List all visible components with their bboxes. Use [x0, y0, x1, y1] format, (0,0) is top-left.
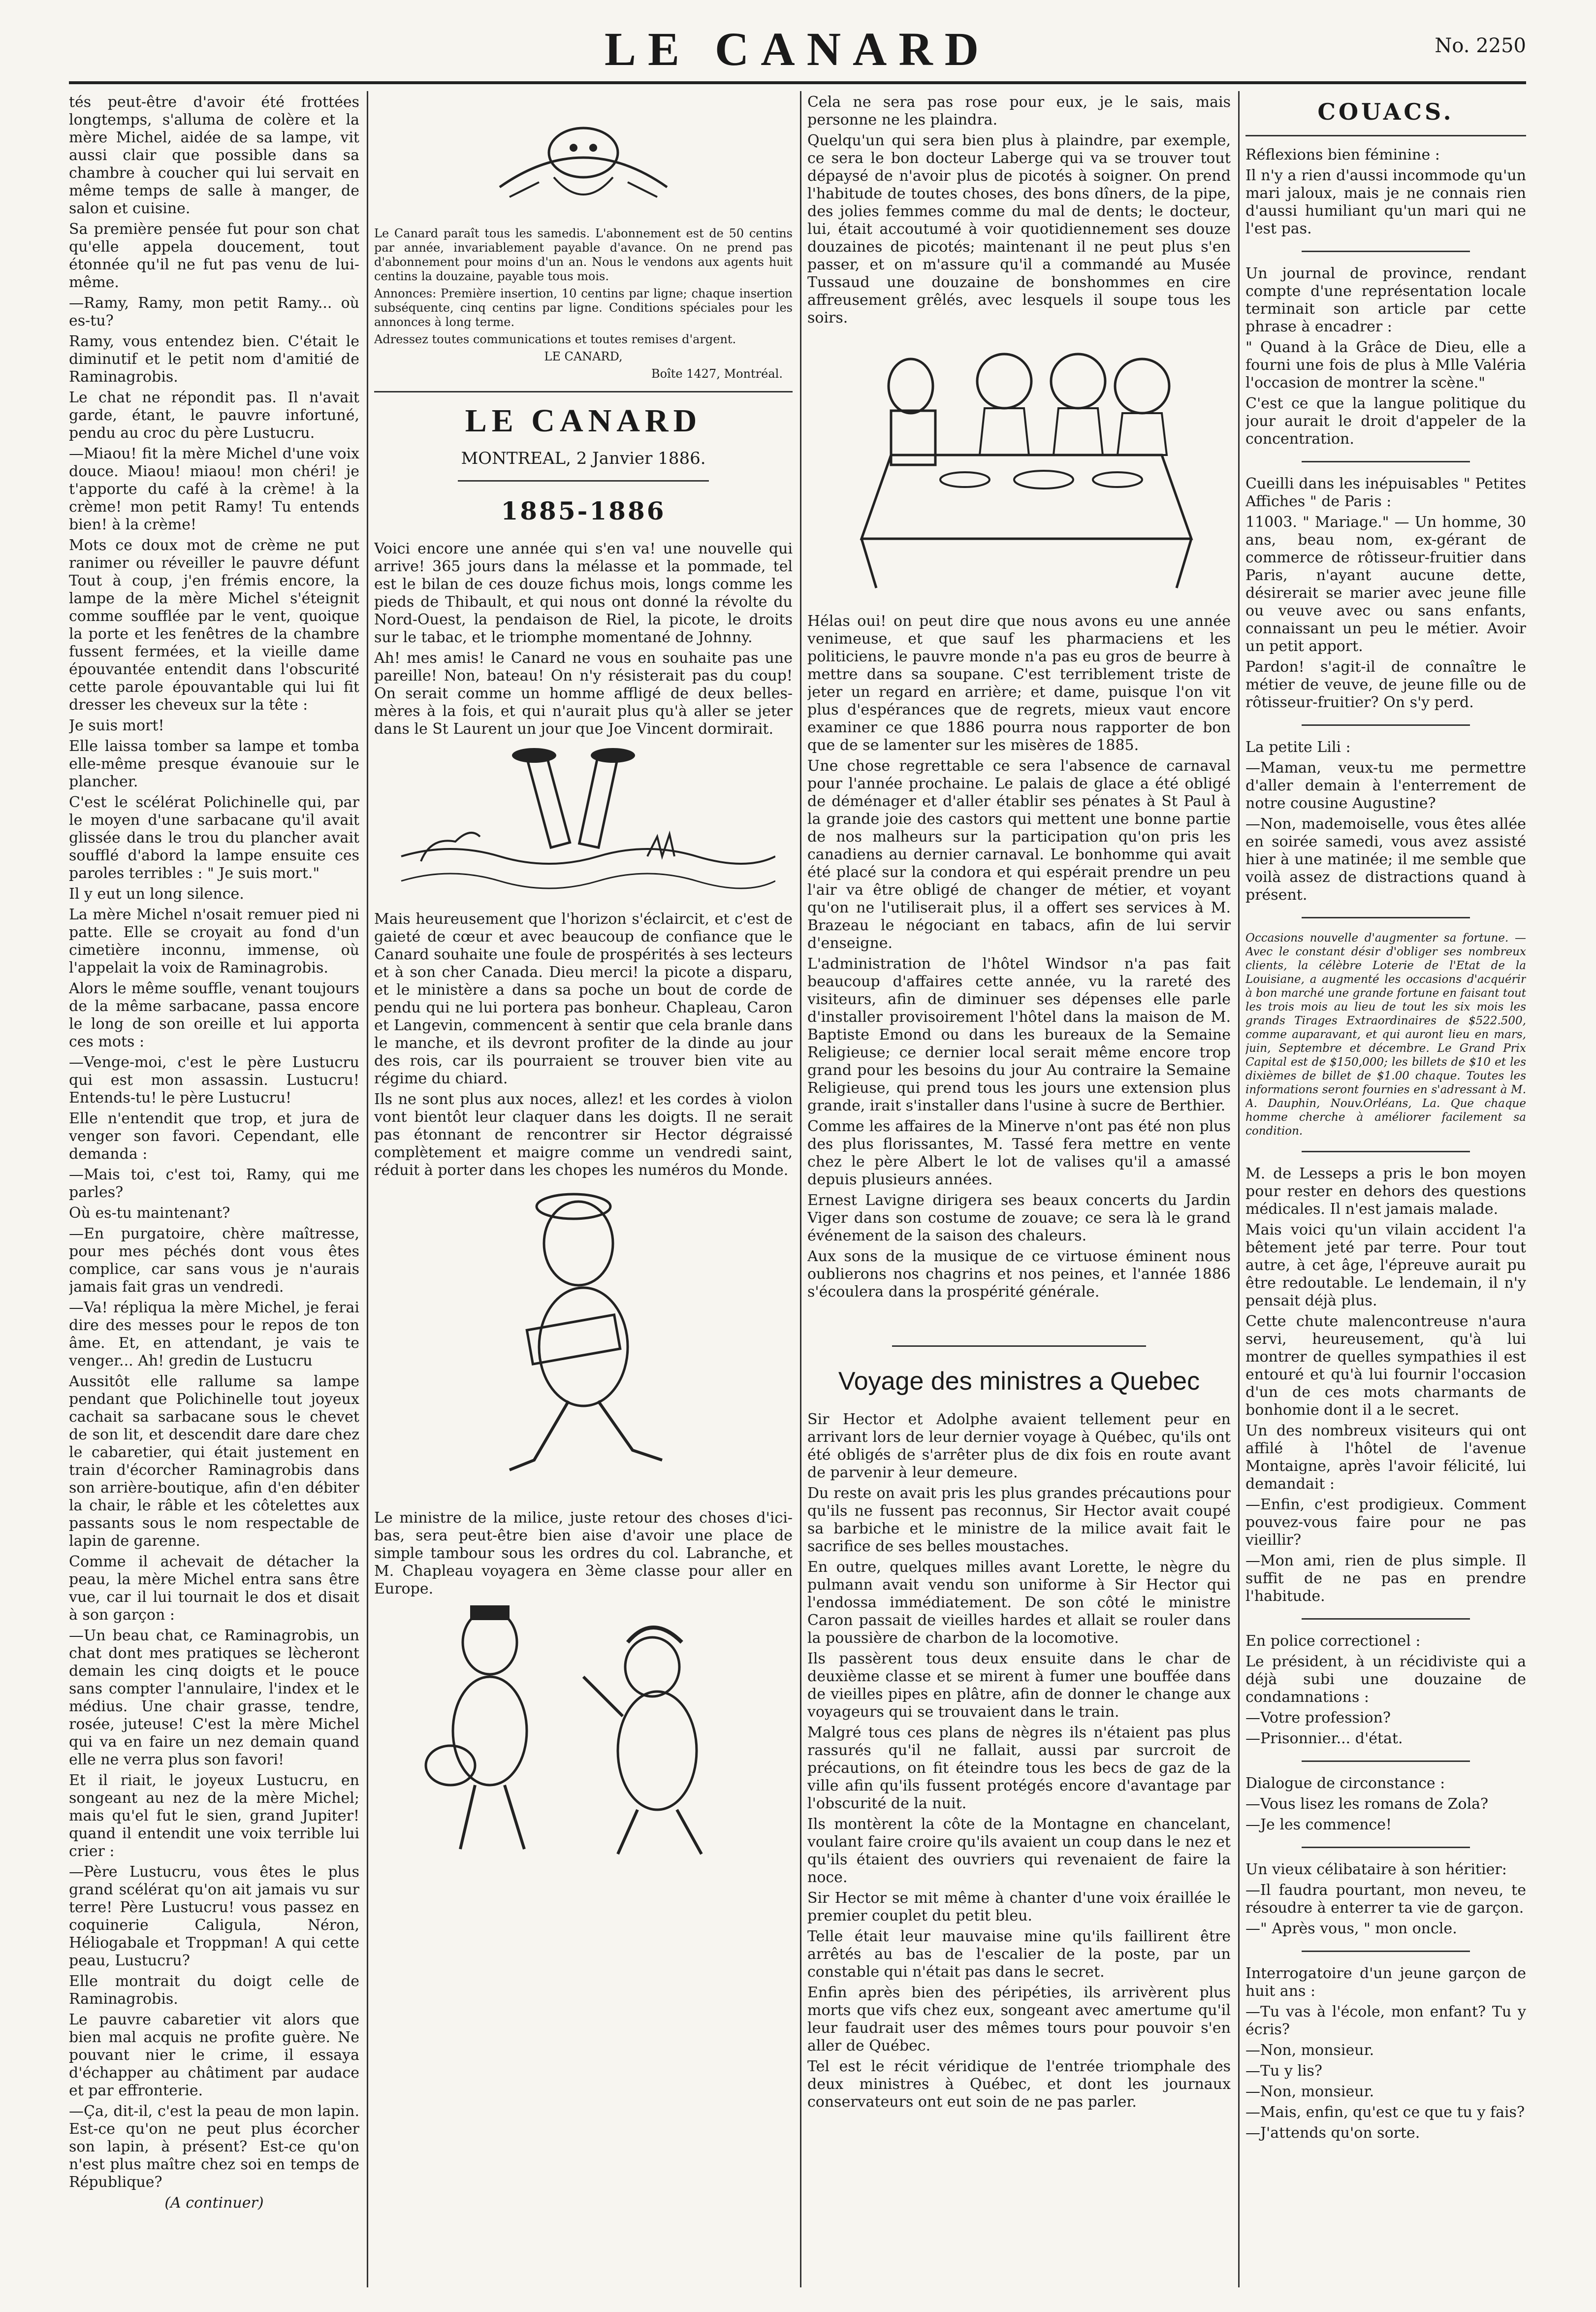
divider	[1302, 917, 1470, 918]
story-paragraph: Le pauvre cabaretier vit alors que bien mal acquis ne profite guère. Ne pouvant nier le crime, il essaya d'échapper au châtiment par audace et par effronterie.	[69, 2011, 359, 2099]
couac-item: —" Après vous, " mon oncle.	[1245, 1920, 1457, 1937]
editorial-paragraph: Ils ne sont plus aux noces, allez! et les cordes à violon vont bientôt leur claquer dans les doigts. Il ne serait pas étonnant de rencontrer sir Hector dégraissé complètement et maigre comme un vendredi saint, réduit à porter dans les chopes les numéros du Monde.	[374, 1091, 793, 1179]
signature-name: LE CANARD,	[544, 350, 623, 363]
column-divider	[367, 91, 368, 2287]
editorial-paragraph: Mais heureusement que l'horizon s'éclaircit, et c'est de gaieté de cœur et avec beaucoup de confiance que le Canard souhaite une foule de prospérités à ses lecteurs et à son cher Canada. Dieu merci! la picote a disparu, et le ministère a dans sa poche un bout de corde de pendu qui ne lui portera pas bonheur. Chapleau, Caron et Langevin, commencent à sentir que cela branle dans le manche, et ils devront profiter de la dinde au jour des rois, car ils pourraient se trouver bien vite au régime du chiard.	[374, 911, 793, 1087]
column-divider	[1238, 91, 1240, 2287]
story-paragraph: —Ça, dit-il, c'est la peau de mon lapin. Est-ce qu'on ne peut plus écorcher son lapin, à présent? Est-ce qu'on n'est plus maître chez soi en temps de République?	[69, 2103, 359, 2191]
story-paragraph: —Père Lustucru, vous êtes le plus grand scélérat qu'on ait jamais vu sur terre! Père Lustucru! vous passez en coquinerie Caligula, Néron, Héliogabale et Troppman! A qui cette peau, Lustucru?	[69, 1863, 359, 1969]
story-paragraph: —Va! répliqua la mère Michel, je ferai dire des messes pour le repos de ton âme. Et, en attendant, je vais te venger... Ah! gredin de Lustucru	[69, 1299, 359, 1369]
couac-item: 11003. " Mariage." — Un homme, 30 ans, beau nom, ex-gérant de commerce de rôtisseur-fruitier dans Paris, n'ayant aucune dette, désirerait se marier avec jeune fille ou veuve avec ou sans enfants, connaissant un peu le métier. Avoir un petit apport.	[1245, 514, 1526, 655]
dining-table-illustration	[817, 332, 1221, 608]
masthead-rule	[69, 81, 1526, 84]
divider	[892, 1345, 1146, 1347]
story-paragraph: Mots ce doux mot de crème ne put ranimer ou réveiller le pauvre défunt Tout à coup, j'en frémis encore, la lampe de la mère Michel s'éteignit comme soufflée par le vent, quoique la porte et les fenêtres de la chambre fussent fermées, et la vieille dame épouvantée entendit dans l'obscurité cette parole épouvantable qui lui fit dresser les cheveux sur la tête :	[69, 537, 359, 714]
couac-item: Cueilli dans les inépuisables " Petites Affiches " de Paris :	[1245, 475, 1526, 510]
story-paragraph: Elle n'entendit que trop, et jura de venger son favori. Cependant, elle demanda :	[69, 1110, 359, 1163]
voyage-paragraph: Malgré tous ces plans de nègres ils n'étaient pas plus rassurés qu'il ne fallait, aussi par surcroit de précautions, on fit éteindre tous les becs de gaz de la ville afin qu'ils fussent protégés encore d'avantage par l'obscurité de la nuit.	[807, 1724, 1231, 1812]
divider	[1302, 461, 1470, 462]
signature-box: Boîte 1427, Montréal.	[651, 367, 783, 381]
voyage-heading: Voyage des ministres a Quebec	[838, 1367, 1200, 1396]
story-paragraph: Il y eut un long silence.	[69, 885, 244, 903]
divider	[1302, 1618, 1470, 1620]
couac-item: —Tu y lis?	[1245, 2062, 1323, 2080]
couac-item: —Enfin, c'est prodigieux. Comment pouvez-vous faire pour ne pas vieillir?	[1245, 1496, 1526, 1549]
story-paragraph: —Un beau chat, ce Raminagrobis, un chat dont mes pratiques se lècheront demain les cinq doigts et le pouce sans compter l'annulaire, l'index et le médius. Une chair grasse, tendre, rosée, juteuse! C'est la mère Michel qui va en faire un nez demain quand elle ne verra plus son favori!	[69, 1627, 359, 1768]
voyage-paragraph: Enfin après bien des péripéties, ils arrivèrent plus morts que vifs chez eux, songeant avec amertume qu'il leur faudrait user des mêmes tours pour pouvoir s'en aller de Québec.	[807, 1984, 1231, 2054]
issue-number: No. 2250	[1435, 34, 1526, 57]
couac-item: M. de Lesseps a pris le bon moyen pour rester en dehors des questions médicales. Il n'est jamais malade.	[1245, 1165, 1526, 1218]
drowning-man-illustration	[391, 743, 775, 906]
story-paragraph: —En purgatoire, chère maîtresse, pour mes péchés dont vous êtes complice, car sans vous je n'aurais jamais fait gras un vendredi.	[69, 1225, 359, 1296]
story-paragraph: —Mais toi, c'est toi, Ramy, qui me parles?	[69, 1166, 359, 1201]
couac-item: —Tu vas à l'école, mon enfant? Tu y écris?	[1245, 2003, 1526, 2038]
couac-item: —Mon ami, rien de plus simple. Il suffit de ne pas en prendre l'habitude.	[1245, 1552, 1526, 1605]
story-paragraph: Ramy, vous entendez bien. C'était le diminutif et le petit nom d'amitié de Raminagrobis.	[69, 333, 359, 386]
couac-item: —Prisonnier... d'état.	[1245, 1730, 1403, 1747]
couac-item: Pardon! s'agit-il de connaître le métier de veuve, de jeune fille ou de rôtisseur-fruitier? On s'y perd.	[1245, 658, 1526, 711]
story-paragraph: Et il riait, le joyeux Lustucru, en songeant au nez de la mère Michel; mais qu'el fut le sien, grand Jupiter! quand il entendit une voix terrible lui crier :	[69, 1772, 359, 1860]
story-paragraph: Je suis mort!	[69, 717, 164, 734]
couac-item: —Non, mademoiselle, vous êtes allée en soirée samedi, vous avez assisté hier à une matinée; il me semble que voilà assez de distractions quand à présent.	[1245, 815, 1526, 904]
couac-item: Cette chute malencontreuse n'aura servi, heureusement, qu'à lui montrer de quelles sympathies il est entouré et qu'à lui fournir l'occasion d'un de ces mots charmants de bonhomie dont il a le secret.	[1245, 1313, 1526, 1419]
story-paragraph: tés peut-être d'avoir été frottées longtemps, s'alluma de colère et la mère Michel, aidée de sa lampe, vit aussi clair que possible dans sa chambre à coucher qui lui servait en même temps de salle à manger, de salon et cuisine.	[69, 94, 359, 217]
couac-item: Dialogue de circonstance :	[1245, 1775, 1445, 1792]
couac-item: —Je les commence!	[1245, 1816, 1392, 1833]
couac-item: La petite Lili :	[1245, 739, 1351, 756]
couac-item: —Maman, veux-tu me permettre d'aller demain à l'enterrement de notre cousine Augustine?	[1245, 759, 1526, 812]
couac-item: —Mais, enfin, qu'est ce que tu y fais?	[1245, 2104, 1525, 2121]
story-paragraph: Aussitôt elle rallume sa lampe pendant que Polichinelle tout joyeux cachait sa sarbacane sous le chevet de son lit, et descendit dare dare chez le cabaretier, qui était justement en train d'écorcher Raminagrobis dans son arrière-boutique, afin d'en débiter la chair, le râble et les côtelettes aux passants sous le nom respectable de lapin de garenne.	[69, 1373, 359, 1550]
couac-item: Un journal de province, rendant compte d'une représentation locale terminait son article par cette phrase à encadrer :	[1245, 265, 1526, 335]
couac-item: Occasions nouvelle d'augmenter sa fortune. — Avec le constant désir d'obliger ses nombreux clients, la célèbre Loterie de l'Etat de la Louisiane, a augmenté les occasions d'acquérir à bon marché une grande fortune en faisant tout les trois mois au lieu de tout les six mois les grands Tirages Extraordinaires de $522.500, comme auparavant, et qui auront lieu en mars, juin, Septembre et décembre. Le Grand Prix Capital est de $150,000; les billets de $10 et les dixièmes de billet de $1.00 chaque. Toutes les informations seront fournies en s'adressant à M. A. Dauphin, Nouv.Orléans, La. Que chaque homme cherche à améliorer facilement sa condition.	[1245, 932, 1526, 1138]
voyage-paragraph: Sir Hector se mit même à chanter d'une voix éraillée le premier couplet du petit bleu.	[807, 1889, 1231, 1924]
story-paragraph: —Venge-moi, c'est le père Lustucru qui est mon assassin. Lustucru! Entends-tu! le père Lustucru!	[69, 1054, 359, 1107]
couac-item: Interrogatoire d'un jeune garçon de huit ans :	[1245, 1965, 1526, 2000]
drummer-and-officer-illustration	[406, 1603, 761, 1859]
couac-item: En police correctionel :	[1245, 1632, 1421, 1650]
editorial-paragraph: Ah! mes amis! le Canard ne vous en souhaite pas une pareille! Non, bateau! On n'y résisterait pas du coup! On serait comme un homme affligé de deux belles-mères à la fois, et qui n'aurait plus qu'à aller se jeter dans le St Laurent un jour que Joe Vincent dormirait.	[374, 650, 793, 738]
couac-item: —Non, monsieur.	[1245, 2083, 1374, 2100]
divider	[1302, 1151, 1470, 1152]
couac-item: Le président, à un récidiviste qui a déjà subi une douzaine de condamnations :	[1245, 1653, 1526, 1706]
voyage-paragraph: Du reste on avait pris les plus grandes précautions pour qu'ils ne fussent pas reconnus, Sir Hector avait coupé sa barbiche et le ministre de la milice avait fait le sacrifice de ses belles moustaches.	[807, 1485, 1231, 1555]
voyage-paragraph: Sir Hector et Adolphe avaient tellement peur en arrivant lors de leur dernier voyage à Québec, qu'ils ont été obligés de s'arrêter plus de dix fois en route avant de parvenir à leur demeure.	[807, 1411, 1231, 1481]
story-paragraph: La mère Michel n'osait remuer pied ni patte. Elle se croyait au fond d'un cimetière inconnu, immense, où l'appelait la voix de Raminagrobis.	[69, 906, 359, 977]
voyage-paragraph: Tel est le récit véridique de l'entrée triomphale des deux ministres à Québec, et dont les journaux conservateurs ont eut soin de ne pas parler.	[807, 2058, 1231, 2111]
couac-item: Il n'y a rien d'aussi incommode qu'un mari jaloux, mais je ne connais rien d'aussi humiliant qu'un mari qui ne l'est pas.	[1245, 167, 1526, 237]
column-4-couacs	[1245, 94, 1526, 2280]
masthead	[69, 20, 1526, 79]
masthead-title: LE CANARD	[604, 23, 991, 75]
couacs-heading: COUACS.	[1317, 98, 1454, 125]
article-paragraph: Une chose regrettable ce sera l'absence de carnaval pour l'année prochaine. Le palais de glace a été obligé de déménager et d'aller établir ses pénates à St Paul à la grande joie des castors qui mettent une bonne partie de nos malheurs sur la participation qu'on pris les canadiens au dernier carnaval. Le bonhomme qui avait été placé sur la condora et qui espérait prendre un peu l'air va être obligé de changer de métier, et voyant qu'on ne l'utiliserait plus, il a offert ses services à M. Brazeau le négociant en tabacs, afin de lui servir d'enseigne.	[807, 757, 1231, 952]
story-paragraph: Elle laissa tomber sa lampe et tomba elle-même presque évanouie sur le plancher.	[69, 738, 359, 790]
editorial-paragraph: Voici encore une année qui s'en va! une nouvelle qui arrive! 365 jours dans la mélasse et la pommade, tel est le bilan de ces douze fichus mois, longs comme les pieds de Thibault, et qui nous ont donné la révolte du Nord-Ouest, la pendaison de Riel, la picote, le droits sur le tabac, et le triomphe momentané de Johnny.	[374, 540, 793, 646]
article-paragraph: Ernest Lavigne dirigera ses beaux concerts du Jardin Viger dans son costume de zouave; ce sera là le grand événement de la saison des chaleurs.	[807, 1192, 1231, 1244]
story-paragraph: Comme il achevait de détacher la peau, la mère Michel entra sans être vue, car il lui tournait le dos et disait à son garçon :	[69, 1553, 359, 1624]
year-heading: 1885-1886	[501, 496, 666, 525]
column-3	[807, 94, 1231, 2280]
story-paragraph: Le chat ne répondit pas. Il n'avait garde, étant, le pauvre infortuné, pendu au croc du père Lustucru.	[69, 389, 359, 442]
article-paragraph: Comme les affaires de la Minerve n'ont pas été non plus des plus florissantes, M. Tassé fera mettre en vente chez le père Albert le lot de valises qu'il a amassé depuis plusieurs années.	[807, 1118, 1231, 1188]
couac-item: —Votre profession?	[1245, 1709, 1391, 1726]
column-1-story	[69, 94, 359, 2280]
couac-item: Un des nombreux visiteurs qui ont affilé à l'hôtel de l'avenue Montaigne, après l'avoir félicité, lui demandait :	[1245, 1422, 1526, 1493]
story-paragraph: Elle montrait du doigt celle de Raminagrobis.	[69, 1973, 359, 2008]
illustration-caption: Le ministre de la milice, juste retour des choses d'ici-bas, sera peut-être bien aise d'avoir une place de simple tambour sous les ordres du col. Labranche, et M. Chapleau voyagera en 3ème classe pour aller en Europe.	[374, 1509, 793, 1597]
divider	[1302, 724, 1470, 726]
couac-item: —Vous lisez les romans de Zola?	[1245, 1795, 1489, 1813]
story-paragraph: —Miaou! fit la mère Michel d'une voix douce. Miaou! miaou! mon chéri! je t'apporte du café à la crème! à la crème! mon petit Ramy! Tu entends bien! à la crème!	[69, 445, 359, 533]
address-text: Adressez toutes communications et toutes remises d'argent.	[374, 332, 736, 346]
couac-item: —Non, monsieur.	[1245, 2042, 1374, 2059]
divider	[1302, 1760, 1470, 1762]
divider	[1302, 1847, 1470, 1848]
story-paragraph: —Ramy, Ramy, mon petit Ramy... où es-tu?	[69, 294, 359, 329]
duck-vignette-illustration	[480, 98, 687, 222]
article-paragraph: L'administration de l'hôtel Windsor n'a pas fait beaucoup d'affaires cette année, vu la rareté des visiteurs, afin de diminuer ses dépenses elle parle d'installer provisoirement l'hôtel dans la maison de M. Baptiste Emond ou dans les bureaux de la Semaine Religieuse; ce dernier local serait même encore trop grand pour les besoins du jour Au contraire la Semaine Religieuse, qui prend tous les jours une extension plus grande, irait s'installer dans l'usine à sucre de Berthier.	[807, 955, 1231, 1114]
article-paragraph: Aux sons de la musique de ce virtuose éminent nous oublierons nos chagrins et nos peines, et l'année 1886 s'écoulera dans la prospérité générale.	[807, 1248, 1231, 1301]
dateline: MONTREAL, 2 Janvier 1886.	[461, 449, 706, 468]
divider	[1302, 251, 1470, 252]
voyage-paragraph: En outre, quelques milles avant Lorette, le nègre du pulmann avait vendu son uniforme à Sir Hector qui l'endossa immédiatement. De son côté le ministre Caron passait de vieilles hardes et allait se rouler dans la poussière de charbon de la locomotive.	[807, 1559, 1231, 1647]
editorial-title: LE CANARD	[465, 403, 702, 439]
couac-item: Un vieux célibataire à son héritier:	[1245, 1861, 1507, 1878]
couac-item: —Il faudra pourtant, mon neveu, te résoudre à enterrer ta vie de garçon.	[1245, 1882, 1526, 1917]
notice-text: Le Canard paraît tous les samedis. L'abonnement est de 50 centins par année, invariablement payable d'avance. On ne prend pas d'abonnement pour moins d'un an. Nous le vendons aux agents huit centins la douzaine, payable tous mois.	[374, 227, 793, 283]
divider	[374, 391, 793, 392]
story-paragraph: Sa première pensée fut pour son chat qu'elle appela doucement, tout étonnée qu'il ne fut pas venu de lui-même.	[69, 221, 359, 291]
couac-item: Mais voici qu'un vilain accident l'a bêtement jeté par terre. Pour tout autre, à cet âge, l'épreuve aurait pu être redoutable. Le lendemain, il n'y pensait déjà plus.	[1245, 1221, 1526, 1309]
divider	[458, 480, 709, 482]
voyage-paragraph: Ils montèrent la côte de la Montagne en chancelant, voulant faire croire qu'ils avaient un coup dans le nez et qu'ils étaient des ouvriers qui revenaient de faire la noce.	[807, 1816, 1231, 1886]
voyage-paragraph: Ils passèrent tous deux ensuite dans le char de deuxième classe et se mirent à fumer une bouffée dans de vieilles pipes en plâtre, afin de donner le change aux voyageurs qui se trouvaient dans le train.	[807, 1650, 1231, 1721]
article-paragraph: Cela ne sera pas rose pour eux, je le sais, mais personne ne les plaindra.	[807, 94, 1231, 129]
couac-item: C'est ce que la langue politique du jour aurait le droit d'appeler de la concentration.	[1245, 395, 1526, 448]
couac-item: " Quand à la Grâce de Dieu, elle a fourni une fois de plus à Mlle Valéria l'occasion de montrer la scène."	[1245, 339, 1526, 391]
voyage-paragraph: Telle était leur mauvaise mine qu'ils faillirent être arrêtés au bas de l'escalier de la poste, par un constable qui n'était pas dans le secret.	[807, 1928, 1231, 1981]
annonces-text: Annonces: Première insertion, 10 centins par ligne; chaque insertion subséquente, cinq centins par ligne. Conditions spéciales pour les annonces à long terme.	[374, 287, 793, 329]
running-man-caricature-illustration	[455, 1184, 711, 1504]
couac-item: —J'attends qu'on sorte.	[1245, 2124, 1420, 2142]
subscription-notice	[374, 227, 793, 381]
divider	[1245, 135, 1526, 136]
to-be-continued: (A continuer)	[164, 2194, 264, 2212]
column-divider	[800, 91, 801, 2287]
article-paragraph: Hélas oui! on peut dire que nous avons eu une année venimeuse, et que sauf les pharmaciens et les politiciens, le pauvre monde n'a pas eu gros de beurre à mettre dans sa soupane. C'est terriblement triste de jeter un regard en arrière; et dame, puisque l'on vit plus d'espérances que de regrets, mieux vaut encore examiner ce que 1886 pourra nous rapporter de bon que de se lamenter sur les misères de 1885.	[807, 613, 1231, 754]
divider	[1302, 1951, 1470, 1952]
story-paragraph: Alors le même souffle, venant toujours de la même sarbacane, passa encore le long de son oreille et lui apporta ces mots :	[69, 980, 359, 1050]
story-paragraph: Où es-tu maintenant?	[69, 1205, 230, 1222]
article-paragraph: Quelqu'un qui sera bien plus à plaindre, par exemple, ce sera le bon docteur Laberge qui va se trouver tout dépaysé de n'avoir plus de picotés à soigner. On prend l'habitude de toutes choses, des bons dîners, de la pipe, des jolies femmes comme du mal de dents; le docteur, lui, était accoutumé à voir quotidiennement ses douze douzaines de picotés; maintenant il ne peut plus s'en passer, et on m'assure qu'il a commandé au Musée Tussaud une douzaine de bonshommes en cire affreusement grêlés, avec lesquels il soupe tous les soirs.	[807, 132, 1231, 326]
column-2	[374, 94, 793, 2280]
story-paragraph: C'est le scélérat Polichinelle qui, par le moyen d'une sarbacane qu'il avait glissée dans le trou du plancher avait soufflé d'abord la lampe ensuite ces paroles terribles : " Je suis mort."	[69, 794, 359, 882]
couac-item: Réflexions bien féminine :	[1245, 146, 1440, 163]
